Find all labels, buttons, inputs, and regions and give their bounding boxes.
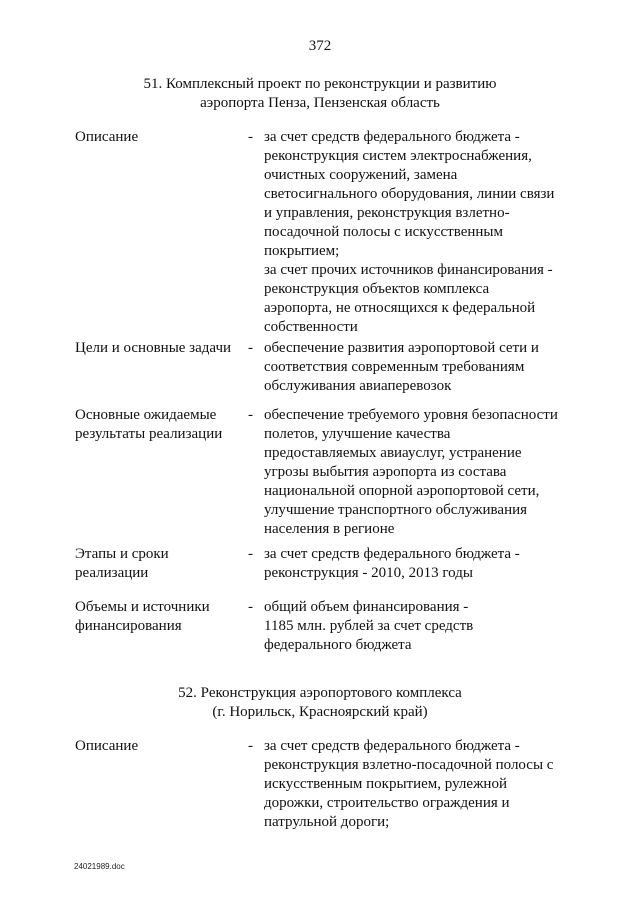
field-label	[75, 128, 245, 147]
document-filename: 24021989.doc	[74, 862, 125, 871]
content-line: аэропорта, не относящихся к федеральной	[264, 300, 536, 316]
content-line: дорожки, строительство ограждения и	[264, 795, 510, 811]
field-label-line: Основные ожидаемые	[75, 407, 217, 423]
field-content	[264, 598, 584, 655]
field-content	[264, 737, 584, 832]
content-line: реконструкция систем электроснабжения,	[264, 148, 532, 164]
content-line: за счет прочих источников финансирования -	[264, 262, 553, 278]
field-dash: -	[248, 407, 253, 423]
field-label	[75, 598, 245, 636]
content-line: посадочной полосы с искусственным	[264, 224, 503, 240]
section-title-line: 51. Комплексный проект по реконструкции и развитию	[143, 76, 497, 92]
content-line: федерального бюджета	[264, 637, 412, 653]
section-title-line: 52. Реконструкция аэропортового комплекса	[178, 685, 462, 701]
field-label-line: Описание	[75, 738, 139, 754]
field-label	[75, 339, 245, 358]
content-line: патрульной дороги;	[264, 814, 390, 830]
content-line: населения в регионе	[264, 521, 395, 537]
content-line: национальной опорной аэропортовой сети,	[264, 483, 540, 499]
field-dash: -	[248, 340, 253, 356]
field-label-line: Этапы и сроки	[75, 546, 169, 562]
field-dash: -	[248, 546, 253, 562]
section-title-line: аэропорта Пенза, Пензенская область	[200, 95, 440, 111]
content-line: общий объем финансирования -	[264, 599, 469, 615]
field-label	[75, 406, 245, 444]
content-line: искусственным покрытием, рулежной	[264, 776, 507, 792]
field-dash: -	[248, 599, 253, 615]
field-label-line: реализации	[75, 565, 149, 581]
content-line: обеспечение требуемого уровня безопасности	[264, 407, 558, 423]
field-content	[264, 128, 584, 337]
content-line: за счет средств федерального бюджета -	[264, 546, 520, 562]
content-line: и управления, реконструкция взлетно-	[264, 205, 510, 221]
field-dash: -	[248, 738, 253, 754]
content-line: улучшение транспортного обслуживания	[264, 502, 528, 518]
field-dash: -	[248, 129, 253, 145]
content-line: обеспечение развития аэропортовой сети и	[264, 340, 539, 356]
section-title	[90, 75, 550, 113]
content-line: светосигнального оборудования, линии связи	[264, 186, 555, 202]
field-label-line: финансирования	[75, 618, 182, 634]
field-label-line: Объемы и источники	[75, 599, 210, 615]
section-title	[90, 684, 550, 722]
content-line: за счет средств федерального бюджета -	[264, 738, 520, 754]
field-content	[264, 406, 584, 539]
field-content	[264, 339, 584, 396]
content-line: собственности	[264, 319, 358, 335]
content-line: очистных сооружений, замена	[264, 167, 458, 183]
field-content	[264, 545, 584, 583]
content-line: 1185 млн. рублей за счет средств	[264, 618, 474, 634]
content-line: угрозы выбытия аэропорта из состава	[264, 464, 507, 480]
content-line: реконструкция взлетно-посадочной полосы с	[264, 757, 554, 773]
content-line: полетов, улучшение качества	[264, 426, 451, 442]
field-label-line: Цели и основные задачи	[75, 340, 232, 356]
content-line: обслуживания авиаперевозок	[264, 378, 452, 394]
field-label	[75, 737, 245, 756]
content-line: реконструкция - 2010, 2013 годы	[264, 565, 473, 581]
page-number: 372	[308, 38, 332, 54]
content-line: покрытием;	[264, 243, 340, 259]
content-line: реконструкция объектов комплекса	[264, 281, 490, 297]
content-line: соответствия современным требованиям	[264, 359, 525, 375]
field-label-line: результаты реализации	[75, 426, 223, 442]
section-title-line: (г. Норильск, Красноярский край)	[212, 704, 428, 720]
field-label	[75, 545, 245, 583]
content-line: за счет средств федерального бюджета -	[264, 129, 520, 145]
content-line: предоставляемых авиауслуг, устранение	[264, 445, 522, 461]
field-label-line: Описание	[75, 129, 139, 145]
